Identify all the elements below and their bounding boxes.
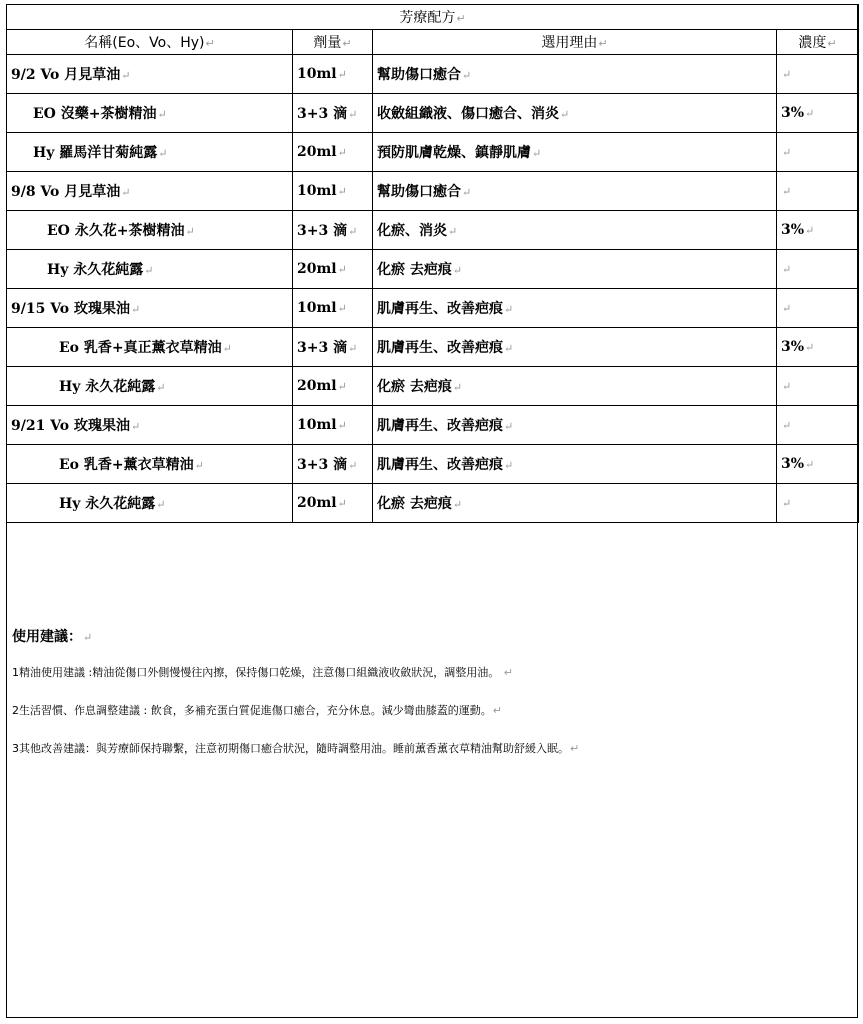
cell-reason: 幫助傷口癒合↵ xyxy=(373,172,777,211)
cell-concentration: ↵ xyxy=(777,55,859,94)
cell-name: 9/2 Vo 月見草油↵ xyxy=(7,55,293,94)
cell-name: Hy 羅馬洋甘菊純露↵ xyxy=(7,133,293,172)
cell-concentration: ↵ xyxy=(777,406,859,445)
table-row xyxy=(7,367,859,406)
cell-dose: 3+3 滴↵ xyxy=(293,445,373,484)
cell-concentration: 3%↵ xyxy=(777,445,859,484)
cell-dose: 20ml↵ xyxy=(293,133,373,172)
cell-dose: 20ml↵ xyxy=(293,250,373,289)
cell-dose: 3+3 滴↵ xyxy=(293,94,373,133)
cell-dose: 20ml↵ xyxy=(293,367,373,406)
header-dose: 劑量↵ xyxy=(293,30,373,55)
table-row xyxy=(7,484,859,523)
cell-concentration: ↵ xyxy=(777,133,859,172)
cell-dose: 3+3 滴↵ xyxy=(293,211,373,250)
header-reason: 選用理由↵ xyxy=(373,30,777,55)
table-row xyxy=(7,250,859,289)
cell-reason: 幫助傷口癒合↵ xyxy=(373,55,777,94)
cell-reason: 化瘀 去疤痕↵ xyxy=(373,484,777,523)
table-row xyxy=(7,133,859,172)
table-row xyxy=(7,445,859,484)
table-row xyxy=(7,289,859,328)
cell-name: 9/15 Vo 玫瑰果油↵ xyxy=(7,289,293,328)
cell-reason: 化瘀 去疤痕↵ xyxy=(373,250,777,289)
cell-name: 9/21 Vo 玫瑰果油↵ xyxy=(7,406,293,445)
cell-name: EO 沒藥+茶樹精油↵ xyxy=(7,94,293,133)
cell-concentration: 3%↵ xyxy=(777,94,859,133)
cell-dose: 3+3 滴↵ xyxy=(293,328,373,367)
table-row xyxy=(7,55,859,94)
cell-reason: 化瘀、消炎↵ xyxy=(373,211,777,250)
cell-reason: 肌膚再生、改善疤痕↵ xyxy=(373,445,777,484)
table-row xyxy=(7,172,859,211)
cell-name: EO 永久花+茶樹精油↵ xyxy=(7,211,293,250)
usage-notes xyxy=(6,614,858,778)
note-item: 2生活習慣、作息調整建議 : 飲食，多補充蛋白質促進傷口癒合，充分休息。減少彎曲膝蓋的運動。↵ xyxy=(12,704,502,717)
cell-reason: 肌膚再生、改善疤痕↵ xyxy=(373,328,777,367)
cell-dose: 10ml↵ xyxy=(293,406,373,445)
table-row xyxy=(7,211,859,250)
cell-dose: 10ml↵ xyxy=(293,172,373,211)
cell-concentration: ↵ xyxy=(777,289,859,328)
cell-dose: 10ml↵ xyxy=(293,55,373,94)
cell-reason: 肌膚再生、改善疤痕↵ xyxy=(373,289,777,328)
cell-concentration: ↵ xyxy=(777,172,859,211)
header-concentration: 濃度↵ xyxy=(777,30,859,55)
table-title: 芳療配方↵ xyxy=(7,5,859,30)
formula-table xyxy=(6,4,859,523)
cell-reason: 化瘀 去疤痕↵ xyxy=(373,367,777,406)
cell-name: Eo 乳香+薰衣草精油↵ xyxy=(7,445,293,484)
notes-heading: 使用建議：↵ xyxy=(12,629,93,645)
table-row xyxy=(7,328,859,367)
note-item: 1精油使用建議 :精油從傷口外側慢慢往內擦，保持傷口乾燥，注意傷口組織液收斂狀況，調整用油。 ↵ xyxy=(12,666,513,679)
table-title-row xyxy=(7,5,859,30)
cell-reason: 收斂組織液、傷口癒合、消炎↵ xyxy=(373,94,777,133)
note-item: 3其他改善建議：與芳療師保持聯繫，注意初期傷口癒合狀況，隨時調整用油。睡前薰香薰衣草精油幫助舒緩入眠。↵ xyxy=(12,742,580,755)
cell-concentration: ↵ xyxy=(777,484,859,523)
cell-concentration: ↵ xyxy=(777,250,859,289)
cell-reason: 肌膚再生、改善疤痕↵ xyxy=(373,406,777,445)
cell-dose: 20ml↵ xyxy=(293,484,373,523)
cell-concentration: 3%↵ xyxy=(777,211,859,250)
cell-name: Eo 乳香+真正薰衣草精油↵ xyxy=(7,328,293,367)
cell-concentration: 3%↵ xyxy=(777,328,859,367)
cell-name: Hy 永久花純露↵ xyxy=(7,250,293,289)
cell-concentration: ↵ xyxy=(777,367,859,406)
cell-name: Hy 永久花純露↵ xyxy=(7,367,293,406)
cell-dose: 10ml↵ xyxy=(293,289,373,328)
header-name: 名稱(Eo、Vo、Hy)↵ xyxy=(7,30,293,55)
cell-name: 9/8 Vo 月見草油↵ xyxy=(7,172,293,211)
cell-reason: 預防肌膚乾燥、鎮靜肌膚↵ xyxy=(373,133,777,172)
table-row xyxy=(7,406,859,445)
table-header-row xyxy=(7,30,859,55)
table-row xyxy=(7,94,859,133)
cell-name: Hy 永久花純露↵ xyxy=(7,484,293,523)
